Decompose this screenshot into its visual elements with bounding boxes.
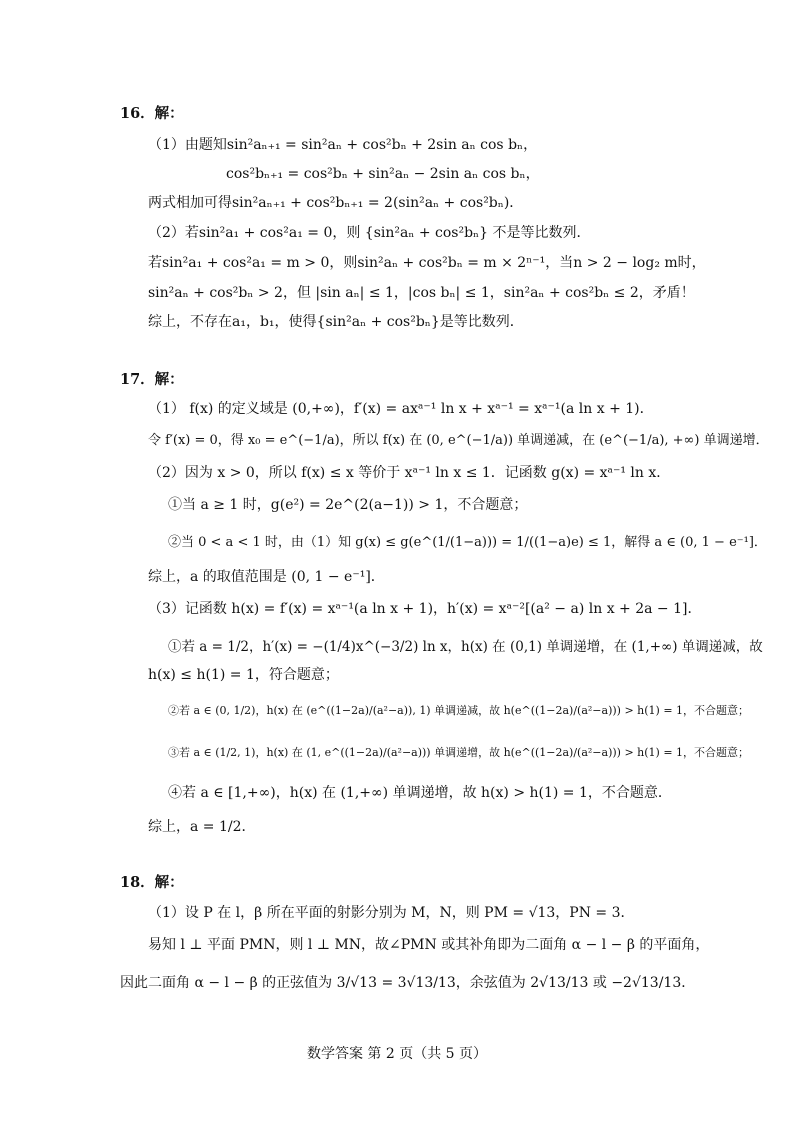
q17-title: 17．解： [120,371,184,388]
q16-line-6: sin²aₙ + cos²bₙ > 2，但 |sin aₙ| ≤ 1，|cos bₙ| ≤ 1，sin²aₙ + cos²bₙ ≤ 2，矛盾！ [148,285,695,301]
q17-line-2: 令 f′(x) = 0，得 x₀ = e^(−1/a)，所以 f(x) 在 (0, e^(−1/a)) 单调递减，在 (e^(−1/a), +∞) 单调递增． [148,433,769,448]
q17-line-10: ②若 a ∈ (0, 1/2)，h(x) 在 (e^((1−2a)/(a²−a)), 1) 单调递减，故 h(e^((1−2a)/(a²−a))) > h(1) = 1，不合题意； [168,704,750,717]
q16-line-7: 综上，不存在a₁，b₁，使得{sin²aₙ + cos²bₙ}是等比数列． [148,314,524,330]
q16-title: 16．解： [120,105,184,122]
q17-line-4: ①当 a ≥ 1 时，g(e²) = 2e^(2(a−1)) > 1，不合题意； [168,497,528,513]
q17-line-5: ②当 0 < a < 1 时，由（1）知 g(x) ≤ g(e^(1/(1−a))) = 1/((1−a)e) ≤ 1，解得 a ∈ (0, 1 − e⁻¹]． [168,535,767,550]
q17-line-8: ①若 a = 1/2，h′(x) = −(1/4)x^(−3/2) ln x，h(x) 在 (0,1) 单调递增，在 (1,+∞) 单调递减，故 [168,639,763,655]
q16-line-1: （1）由题知sin²aₙ₊₁ = sin²aₙ + cos²bₙ + 2sin aₙ cos bₙ， [148,137,538,153]
q18-line-3: 因此二面角 α − l − β 的正弦值为 3/√13 = 3√13/13，余弦值为 2√13/13 或 −2√13/13． [120,975,696,991]
q16-line-3: 两式相加可得sin²aₙ₊₁ + cos²bₙ₊₁ = 2(sin²aₙ + cos²bₙ)． [148,195,524,211]
page-footer: 数学答案 第 2 页（共 5 页） [306,1046,488,1062]
q18-title: 18．解： [120,874,184,891]
q17-line-12: ④若 a ∈ [1,+∞)，h(x) 在 (1,+∞) 单调递增，故 h(x) > h(1) = 1，不合题意． [168,785,672,801]
q16-line-5: 若sin²a₁ + cos²a₁ = m > 0，则sin²aₙ + cos²bₙ = m × 2ⁿ⁻¹，当n > 2 − log₂ m时， [148,255,706,271]
q17-line-9: h(x) ≤ h(1) = 1，符合题意； [148,667,339,683]
q17-line-11: ③若 a ∈ (1/2, 1)，h(x) 在 (1, e^((1−2a)/(a²−a))) 单调递增，故 h(e^((1−2a)/(a²−a))) > h(1) = 1，不合题意； [168,746,750,759]
q17-line-13: 综上，a = 1/2． [148,819,256,835]
q17-line-7: （3）记函数 h(x) = f′(x) = xᵃ⁻¹(a ln x + 1)，h′(x) = xᵃ⁻²[(a² − a) ln x + 2a − 1]． [148,601,702,617]
q17-line-6: 综上，a 的取值范围是 (0, 1 − e⁻¹]． [148,569,385,585]
q18-line-1: （1）设 P 在 l，β 所在平面的射影分别为 M，N，则 PM = √13，PN = 3． [148,905,635,921]
q16-line-2: cos²bₙ₊₁ = cos²bₙ + sin²aₙ − 2sin aₙ cos bₙ， [226,166,540,182]
q17-line-1: （1） f(x) 的定义域是 (0,+∞)，f′(x) = axᵃ⁻¹ ln x + xᵃ⁻¹ = xᵃ⁻¹(a ln x + 1)． [148,401,654,417]
q18-line-2: 易知 l ⊥ 平面 PMN，则 l ⊥ MN，故∠PMN 或其补角即为二面角 α − l − β 的平面角， [148,937,710,953]
q16-line-4: （2）若sin²a₁ + cos²a₁ = 0，则 {sin²aₙ + cos²bₙ} 不是等比数列． [148,225,591,241]
q17-line-3: （2）因为 x > 0，所以 f(x) ≤ x 等价于 xᵃ⁻¹ ln x ≤ 1．记函数 g(x) = xᵃ⁻¹ ln x． [148,465,671,481]
